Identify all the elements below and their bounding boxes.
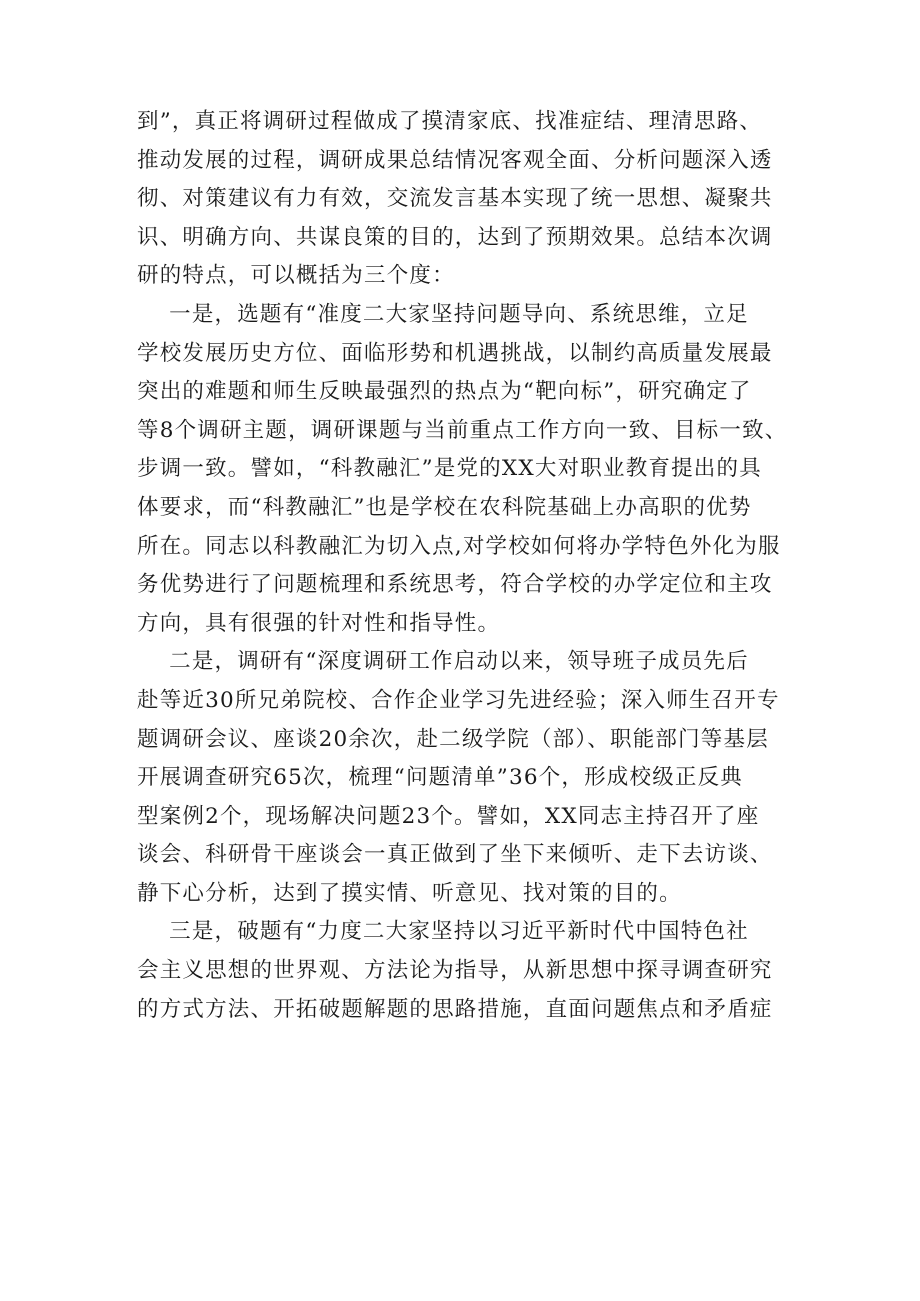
text-line: 的方式方法、开拓破题解题的思路措施，直面问题焦点和矛盾症: [137, 996, 773, 1022]
text-line: 开展调查研究65次，梳理“问题清单”36个，形成校级正反典: [137, 765, 744, 791]
text-line: 到”，真正将调研过程做成了摸清家底、找准症结、理清思路、: [137, 109, 763, 134]
text-line: 题调研会议、座谈20余次，赴二级学院（部）、职能部门等基层: [137, 726, 769, 752]
text-line: 所在。同志以科教融汇为切入点,对学校如何将办学特色外化为服: [137, 533, 781, 559]
text-line: 型案例2个，现场解决问题23个。譬如，XX同志主持召开了座: [137, 803, 760, 829]
text-line: 研的特点，可以概括为三个度：: [137, 263, 455, 289]
text-line: 谈会、科研骨干座谈会一真正做到了坐下来倾听、走下去访谈、: [137, 842, 773, 868]
text-line: 学校发展历史方位、面临形势和机遇挑战，以制约高质量发展最: [137, 340, 773, 366]
paragraph-start-line: 二是，调研有“深度调研工作启动以来，领导班子成员先后: [137, 649, 749, 675]
text-line: 赴等近30所兄弟院校、合作企业学习先进经验；深入师生召开专: [137, 687, 780, 713]
body-text: [137, 103, 801, 1029]
text-line: 步调一致。譬如，“科教融汇”是党的XX大对职业教育提出的具: [137, 456, 762, 482]
paragraph-start-line: 三是，破题有“力度二大家坚持以习近平新时代中国特色社: [137, 919, 749, 945]
text-line: 方向，具有很强的针对性和指导性。: [137, 610, 501, 636]
text-line: 彻、对策建议有力有效，交流发言基本实现了统一思想、凝聚共: [137, 186, 773, 212]
text-line: 体要求，而“科教融汇”也是学校在农科院基础上办高职的优势: [137, 494, 752, 520]
text-line: 等8个调研主题，调研课题与当前重点工作方向一致、目标一致、: [137, 417, 788, 443]
text-line: 会主义思想的世界观、方法论为指导，从新思想中探寻调查研究: [137, 958, 773, 984]
text-line: 识、明确方向、共谋良策的目的，达到了预期效果。总结本次调: [137, 224, 773, 250]
text-line: 静下心分析，达到了摸实情、听意见、找对策的目的。: [137, 880, 682, 906]
text-line: 推动发展的过程，调研成果总结情况客观全面、分析问题深入透: [137, 147, 773, 173]
text-line: 突出的难题和师生反映最强烈的热点为“靶向标”，研究确定了: [137, 379, 752, 405]
paragraph-start-line: 一是，选题有“准度二大家坚持问题导向、系统思维，立足: [137, 301, 749, 327]
text-line: 务优势进行了问题梳理和系统思考，符合学校的办学定位和主攻: [137, 572, 773, 598]
